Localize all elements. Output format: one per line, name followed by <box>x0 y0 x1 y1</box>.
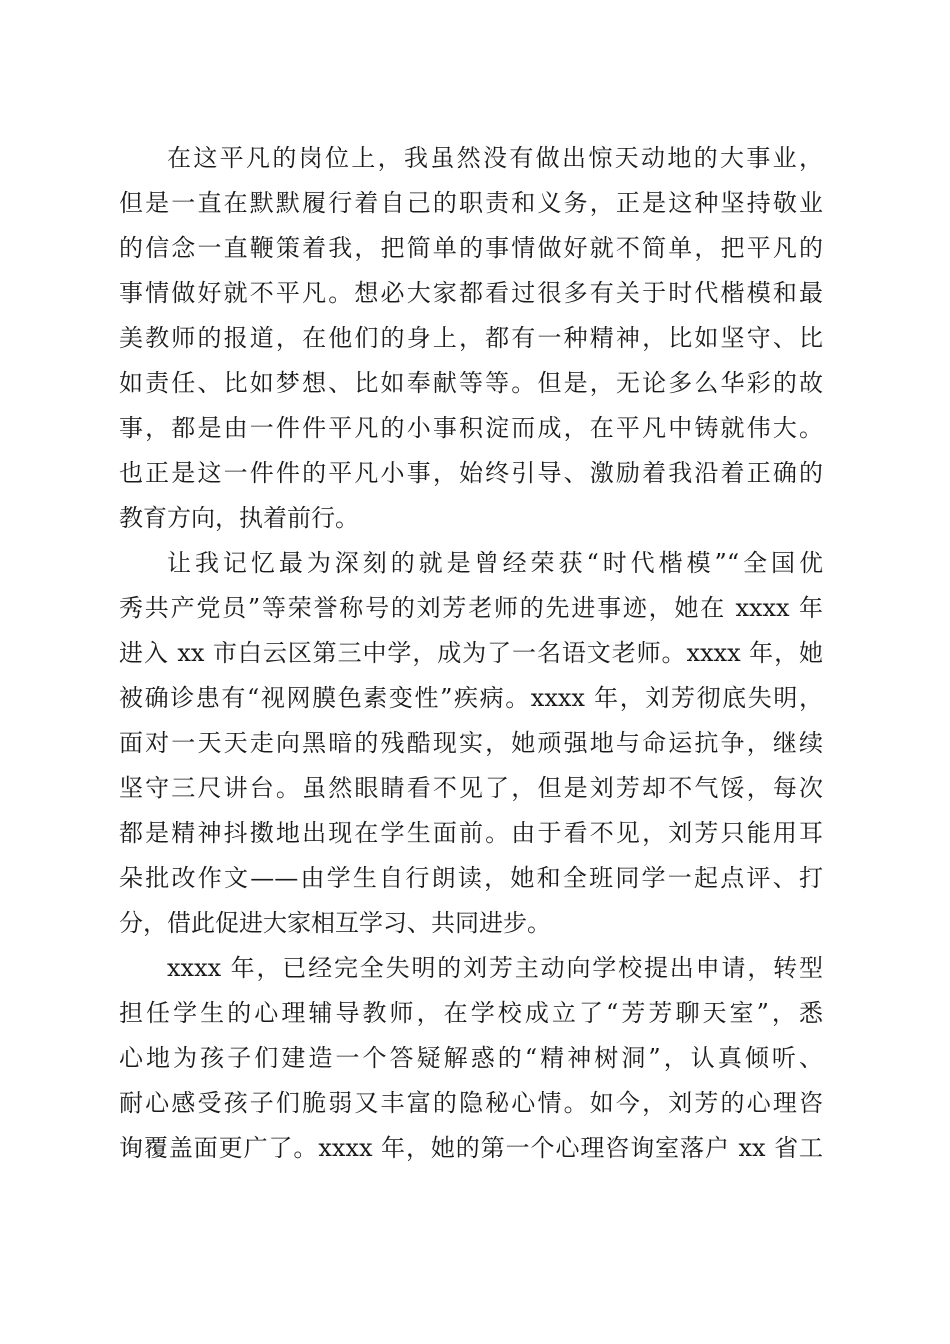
paragraph-2-line-8: 朵批改作文——由学生自行朗读，她和全班同学一起点评、打 <box>119 864 823 892</box>
paragraph-3-line-5: 询覆盖面更广了。xxxx 年，她的第一个心理咨询室落户 xx 省工 <box>119 1134 823 1162</box>
paragraph-3-line-3: 心地为孩子们建造一个答疑解惑的“精神树洞”，认真倾听、 <box>119 1044 823 1072</box>
paragraph-1-line-7: 事，都是由一件件平凡的小事积淀而成，在平凡中铸就伟大。 <box>119 414 823 442</box>
paragraph-2-line-2: 秀共产党员”等荣誉称号的刘芳老师的先进事迹，她在 xxxx 年 <box>119 594 823 622</box>
paragraph-2-line-5: 面对一天天走向黑暗的残酷现实，她顽强地与命运抗争，继续 <box>119 729 823 757</box>
paragraph-2-line-3: 进入 xx 市白云区第三中学，成为了一名语文老师。xxxx 年，她 <box>119 639 823 667</box>
paragraph-2-line-9: 分，借此促进大家相互学习、共同进步。 <box>119 909 551 937</box>
paragraph-1-line-4: 事情做好就不平凡。想必大家都看过很多有关于时代楷模和最 <box>119 279 823 307</box>
paragraph-3-line-2: 担任学生的心理辅导教师，在学校成立了“芳芳聊天室”，悉 <box>119 999 823 1027</box>
body-text <box>119 136 823 1171</box>
paragraph-2-line-7: 都是精神抖擞地出现在学生面前。由于看不见，刘芳只能用耳 <box>119 819 823 847</box>
paragraph-1-line-2: 但是一直在默默履行着自己的职责和义务，正是这种坚持敬业 <box>119 189 823 217</box>
paragraph-1-line-3: 的信念一直鞭策着我，把简单的事情做好就不简单，把平凡的 <box>119 234 823 262</box>
paragraph-1-line-8: 也正是这一件件的平凡小事，始终引导、激励着我沿着正确的 <box>119 459 823 487</box>
paragraph-1-line-5: 美教师的报道，在他们的身上，都有一种精神，比如坚守、比 <box>119 324 823 352</box>
paragraph-1-line-9: 教育方向，执着前行。 <box>119 504 359 532</box>
paragraph-2-line-6: 坚守三尺讲台。虽然眼睛看不见了，但是刘芳却不气馁，每次 <box>119 774 823 802</box>
paragraph-3-line-4: 耐心感受孩子们脆弱又丰富的隐秘心情。如今，刘芳的心理咨 <box>119 1089 823 1117</box>
paragraph-2-line-4: 被确诊患有“视网膜色素变性”疾病。xxxx 年，刘芳彻底失明， <box>119 684 823 712</box>
paragraph-3-line-1: xxxx 年，已经完全失明的刘芳主动向学校提出申请，转型 <box>167 954 823 982</box>
paragraph-1-line-1: 在这平凡的岗位上，我虽然没有做出惊天动地的大事业， <box>167 144 823 172</box>
paragraph-1-line-6: 如责任、比如梦想、比如奉献等等。但是，无论多么华彩的故 <box>119 369 823 397</box>
paragraph-2-line-1: 让我记忆最为深刻的就是曾经荣获“时代楷模”“全国优 <box>167 549 823 577</box>
